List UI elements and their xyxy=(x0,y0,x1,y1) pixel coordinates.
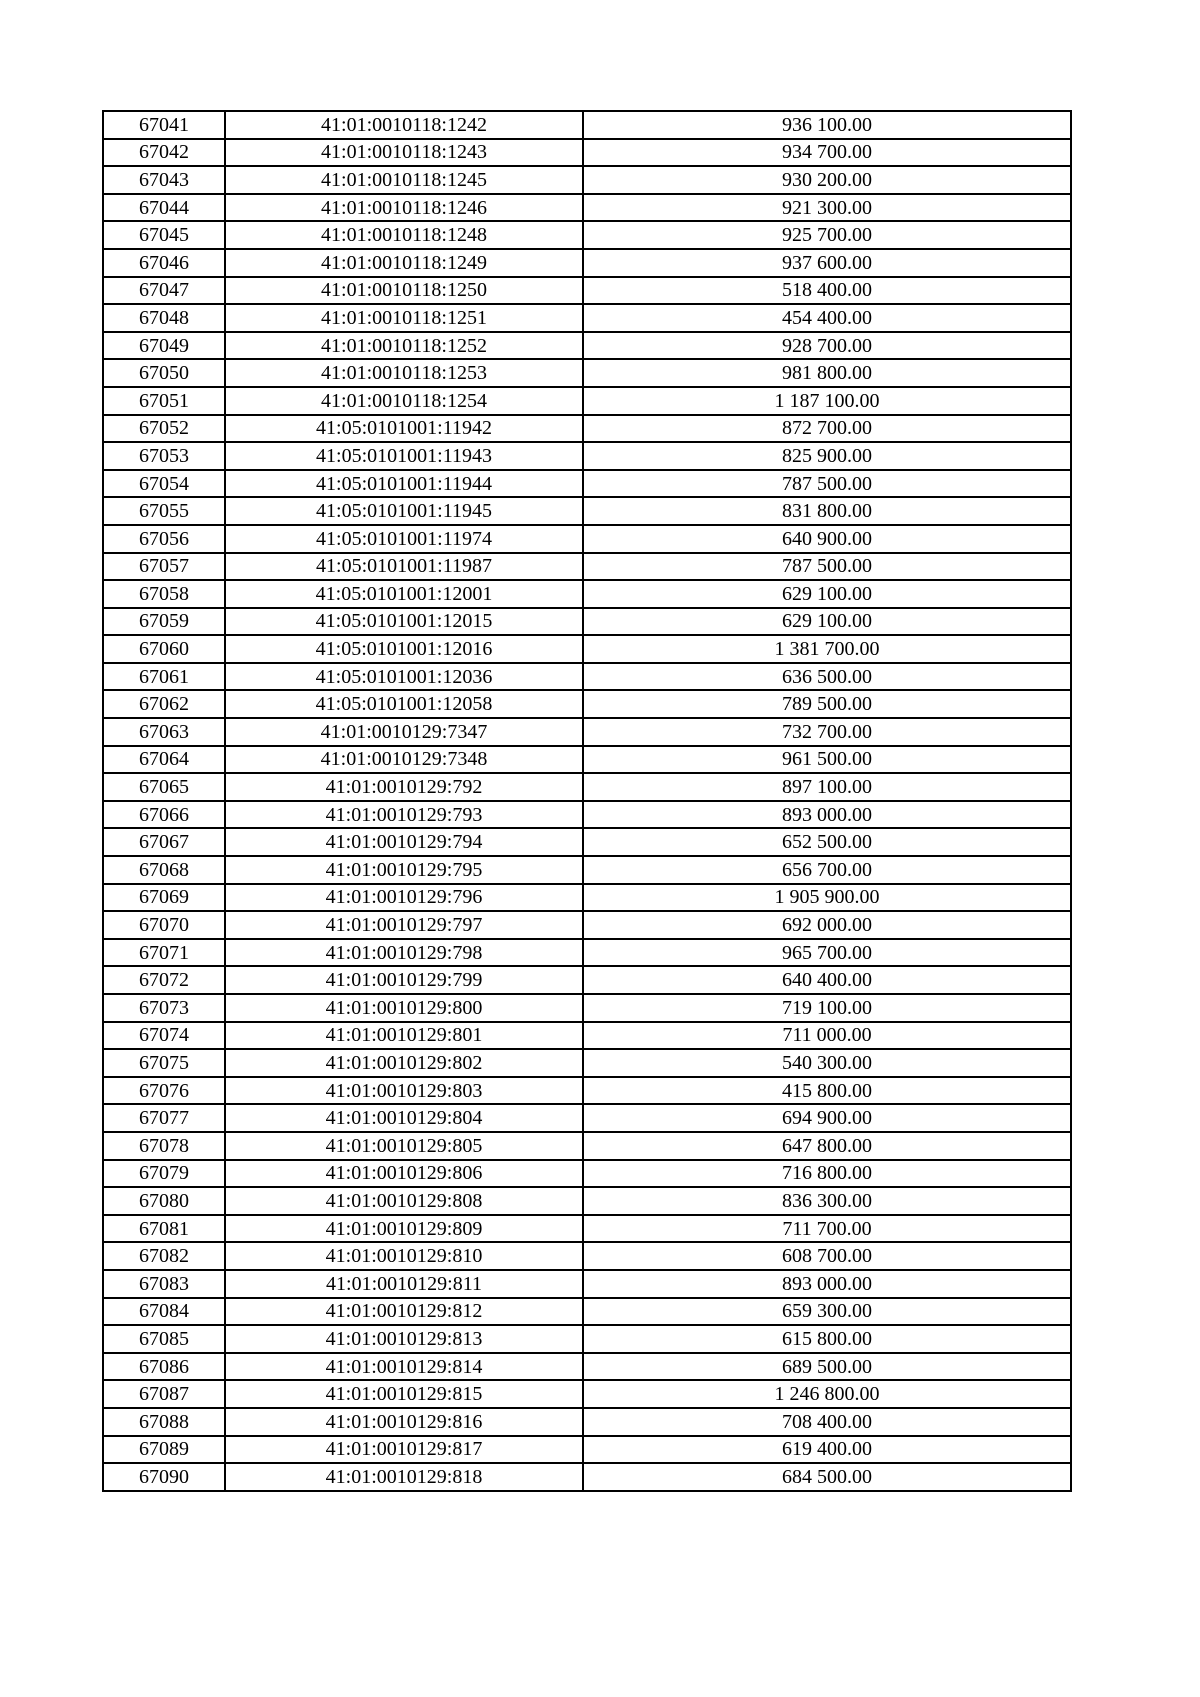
row-number-cell: 67072 xyxy=(103,966,225,994)
cadastral-number-cell: 41:01:0010118:1252 xyxy=(225,332,583,360)
table-row xyxy=(103,580,1071,608)
cadastral-value-cell: 636 500.00 xyxy=(583,663,1071,691)
table-row xyxy=(103,470,1071,498)
row-number-cell: 67054 xyxy=(103,470,225,498)
cadastral-value-cell: 1 381 700.00 xyxy=(583,635,1071,663)
row-number-cell: 67053 xyxy=(103,442,225,470)
row-number-cell: 67071 xyxy=(103,939,225,967)
row-number-cell: 67049 xyxy=(103,332,225,360)
cadastral-number-cell: 41:01:0010129:808 xyxy=(225,1187,583,1215)
row-number-cell: 67047 xyxy=(103,277,225,305)
cadastral-number-cell: 41:01:0010118:1245 xyxy=(225,166,583,194)
table-row xyxy=(103,1187,1071,1215)
row-number-cell: 67070 xyxy=(103,911,225,939)
cadastral-number-cell: 41:05:0101001:11944 xyxy=(225,470,583,498)
table-row xyxy=(103,994,1071,1022)
cadastral-number-cell: 41:01:0010129:811 xyxy=(225,1270,583,1298)
row-number-cell: 67043 xyxy=(103,166,225,194)
table-row xyxy=(103,249,1071,277)
cadastral-number-cell: 41:01:0010118:1249 xyxy=(225,249,583,277)
cadastral-number-cell: 41:01:0010129:817 xyxy=(225,1436,583,1464)
table-row xyxy=(103,884,1071,912)
table-row xyxy=(103,111,1071,139)
cadastral-value-cell: 656 700.00 xyxy=(583,856,1071,884)
cadastral-value-cell: 684 500.00 xyxy=(583,1463,1071,1491)
table-row xyxy=(103,1270,1071,1298)
row-number-cell: 67044 xyxy=(103,194,225,222)
cadastral-value-cell: 659 300.00 xyxy=(583,1298,1071,1326)
cadastral-number-cell: 41:01:0010129:818 xyxy=(225,1463,583,1491)
row-number-cell: 67082 xyxy=(103,1242,225,1270)
row-number-cell: 67063 xyxy=(103,718,225,746)
row-number-cell: 67079 xyxy=(103,1160,225,1188)
cadastral-value-cell: 928 700.00 xyxy=(583,332,1071,360)
cadastral-value-cell: 831 800.00 xyxy=(583,497,1071,525)
row-number-cell: 67088 xyxy=(103,1408,225,1436)
table-row xyxy=(103,553,1071,581)
cadastral-value-cell: 716 800.00 xyxy=(583,1160,1071,1188)
cadastral-value-cell: 936 100.00 xyxy=(583,111,1071,139)
cadastral-number-cell: 41:05:0101001:11987 xyxy=(225,553,583,581)
row-number-cell: 67076 xyxy=(103,1077,225,1105)
cadastral-number-cell: 41:01:0010118:1242 xyxy=(225,111,583,139)
row-number-cell: 67046 xyxy=(103,249,225,277)
row-number-cell: 67066 xyxy=(103,801,225,829)
table-row xyxy=(103,1325,1071,1353)
cadastral-number-cell: 41:01:0010129:800 xyxy=(225,994,583,1022)
cadastral-number-cell: 41:01:0010129:810 xyxy=(225,1242,583,1270)
table-row xyxy=(103,911,1071,939)
cadastral-number-cell: 41:01:0010129:7348 xyxy=(225,746,583,774)
cadastral-value-cell: 694 900.00 xyxy=(583,1104,1071,1132)
cadastral-value-cell: 1 187 100.00 xyxy=(583,387,1071,415)
row-number-cell: 67061 xyxy=(103,663,225,691)
table-row xyxy=(103,801,1071,829)
cadastral-value-cell: 652 500.00 xyxy=(583,828,1071,856)
table-row xyxy=(103,1380,1071,1408)
cadastral-number-cell: 41:01:0010129:794 xyxy=(225,828,583,856)
row-number-cell: 67085 xyxy=(103,1325,225,1353)
table-row xyxy=(103,139,1071,167)
cadastral-value-cell: 1 246 800.00 xyxy=(583,1380,1071,1408)
cadastral-value-cell: 608 700.00 xyxy=(583,1242,1071,1270)
cadastral-value-cell: 893 000.00 xyxy=(583,801,1071,829)
cadastral-number-cell: 41:01:0010129:803 xyxy=(225,1077,583,1105)
table-row xyxy=(103,497,1071,525)
cadastral-number-cell: 41:01:0010129:814 xyxy=(225,1353,583,1381)
cadastral-value-cell: 934 700.00 xyxy=(583,139,1071,167)
table-row xyxy=(103,1408,1071,1436)
cadastral-number-cell: 41:05:0101001:11974 xyxy=(225,525,583,553)
table-row xyxy=(103,1463,1071,1491)
cadastral-value-cell: 640 400.00 xyxy=(583,966,1071,994)
row-number-cell: 67051 xyxy=(103,387,225,415)
row-number-cell: 67056 xyxy=(103,525,225,553)
table-row xyxy=(103,690,1071,718)
row-number-cell: 67062 xyxy=(103,690,225,718)
cadastral-number-cell: 41:01:0010129:806 xyxy=(225,1160,583,1188)
row-number-cell: 67057 xyxy=(103,553,225,581)
cadastral-number-cell: 41:01:0010129:796 xyxy=(225,884,583,912)
cadastral-value-cell: 930 200.00 xyxy=(583,166,1071,194)
cadastral-value-cell: 719 100.00 xyxy=(583,994,1071,1022)
cadastral-value-cell: 921 300.00 xyxy=(583,194,1071,222)
cadastral-number-cell: 41:01:0010129:797 xyxy=(225,911,583,939)
cadastral-value-cell: 647 800.00 xyxy=(583,1132,1071,1160)
cadastral-number-cell: 41:01:0010118:1243 xyxy=(225,139,583,167)
cadastral-value-cell: 897 100.00 xyxy=(583,773,1071,801)
cadastral-value-table xyxy=(102,110,1072,1492)
row-number-cell: 67048 xyxy=(103,304,225,332)
cadastral-value-cell: 619 400.00 xyxy=(583,1436,1071,1464)
cadastral-number-cell: 41:05:0101001:12036 xyxy=(225,663,583,691)
row-number-cell: 67080 xyxy=(103,1187,225,1215)
table-row xyxy=(103,1132,1071,1160)
table-row xyxy=(103,1298,1071,1326)
row-number-cell: 67042 xyxy=(103,139,225,167)
cadastral-number-cell: 41:01:0010118:1253 xyxy=(225,359,583,387)
cadastral-value-cell: 708 400.00 xyxy=(583,1408,1071,1436)
cadastral-value-cell: 836 300.00 xyxy=(583,1187,1071,1215)
table-row xyxy=(103,663,1071,691)
table-row xyxy=(103,387,1071,415)
cadastral-number-cell: 41:01:0010129:816 xyxy=(225,1408,583,1436)
row-number-cell: 67081 xyxy=(103,1215,225,1243)
cadastral-number-cell: 41:05:0101001:11943 xyxy=(225,442,583,470)
table-row xyxy=(103,166,1071,194)
row-number-cell: 67086 xyxy=(103,1353,225,1381)
cadastral-number-cell: 41:05:0101001:12058 xyxy=(225,690,583,718)
cadastral-value-cell: 937 600.00 xyxy=(583,249,1071,277)
table-row xyxy=(103,1353,1071,1381)
table-row xyxy=(103,828,1071,856)
table-row xyxy=(103,608,1071,636)
cadastral-value-cell: 629 100.00 xyxy=(583,608,1071,636)
table-row xyxy=(103,525,1071,553)
table-row xyxy=(103,221,1071,249)
cadastral-value-cell: 981 800.00 xyxy=(583,359,1071,387)
cadastral-value-cell: 825 900.00 xyxy=(583,442,1071,470)
cadastral-number-cell: 41:05:0101001:12015 xyxy=(225,608,583,636)
cadastral-value-cell: 789 500.00 xyxy=(583,690,1071,718)
cadastral-number-cell: 41:01:0010118:1248 xyxy=(225,221,583,249)
cadastral-value-cell: 787 500.00 xyxy=(583,553,1071,581)
row-number-cell: 67068 xyxy=(103,856,225,884)
table-row xyxy=(103,359,1071,387)
cadastral-value-cell: 629 100.00 xyxy=(583,580,1071,608)
row-number-cell: 67065 xyxy=(103,773,225,801)
row-number-cell: 67074 xyxy=(103,1022,225,1050)
row-number-cell: 67069 xyxy=(103,884,225,912)
cadastral-number-cell: 41:01:0010129:798 xyxy=(225,939,583,967)
table-row xyxy=(103,1049,1071,1077)
table-row xyxy=(103,277,1071,305)
cadastral-number-cell: 41:01:0010118:1251 xyxy=(225,304,583,332)
table-body xyxy=(103,111,1071,1491)
table-row xyxy=(103,415,1071,443)
cadastral-number-cell: 41:05:0101001:11942 xyxy=(225,415,583,443)
row-number-cell: 67045 xyxy=(103,221,225,249)
table-row xyxy=(103,773,1071,801)
table-row xyxy=(103,304,1071,332)
row-number-cell: 67087 xyxy=(103,1380,225,1408)
cadastral-number-cell: 41:01:0010129:805 xyxy=(225,1132,583,1160)
cadastral-number-cell: 41:01:0010118:1246 xyxy=(225,194,583,222)
row-number-cell: 67090 xyxy=(103,1463,225,1491)
row-number-cell: 67083 xyxy=(103,1270,225,1298)
cadastral-value-cell: 692 000.00 xyxy=(583,911,1071,939)
row-number-cell: 67055 xyxy=(103,497,225,525)
cadastral-value-cell: 893 000.00 xyxy=(583,1270,1071,1298)
row-number-cell: 67073 xyxy=(103,994,225,1022)
row-number-cell: 67059 xyxy=(103,608,225,636)
row-number-cell: 67075 xyxy=(103,1049,225,1077)
cadastral-number-cell: 41:05:0101001:11945 xyxy=(225,497,583,525)
cadastral-number-cell: 41:01:0010129:802 xyxy=(225,1049,583,1077)
cadastral-number-cell: 41:01:0010129:804 xyxy=(225,1104,583,1132)
cadastral-value-cell: 787 500.00 xyxy=(583,470,1071,498)
cadastral-number-cell: 41:01:0010129:792 xyxy=(225,773,583,801)
cadastral-value-cell: 640 900.00 xyxy=(583,525,1071,553)
cadastral-value-cell: 540 300.00 xyxy=(583,1049,1071,1077)
row-number-cell: 67058 xyxy=(103,580,225,608)
row-number-cell: 67060 xyxy=(103,635,225,663)
table-row xyxy=(103,1436,1071,1464)
table-row xyxy=(103,1242,1071,1270)
table-row xyxy=(103,442,1071,470)
cadastral-number-cell: 41:01:0010129:812 xyxy=(225,1298,583,1326)
cadastral-number-cell: 41:01:0010118:1250 xyxy=(225,277,583,305)
table-row xyxy=(103,746,1071,774)
cadastral-number-cell: 41:01:0010129:793 xyxy=(225,801,583,829)
cadastral-number-cell: 41:01:0010129:813 xyxy=(225,1325,583,1353)
table-row xyxy=(103,1077,1071,1105)
cadastral-value-cell: 415 800.00 xyxy=(583,1077,1071,1105)
row-number-cell: 67078 xyxy=(103,1132,225,1160)
row-number-cell: 67084 xyxy=(103,1298,225,1326)
table-row xyxy=(103,194,1071,222)
row-number-cell: 67064 xyxy=(103,746,225,774)
table-row xyxy=(103,1104,1071,1132)
cadastral-number-cell: 41:05:0101001:12001 xyxy=(225,580,583,608)
cadastral-value-cell: 615 800.00 xyxy=(583,1325,1071,1353)
table-row xyxy=(103,332,1071,360)
cadastral-number-cell: 41:01:0010129:799 xyxy=(225,966,583,994)
table-row xyxy=(103,939,1071,967)
table-row xyxy=(103,966,1071,994)
cadastral-number-cell: 41:01:0010129:801 xyxy=(225,1022,583,1050)
table-row xyxy=(103,718,1071,746)
cadastral-value-cell: 965 700.00 xyxy=(583,939,1071,967)
table-row xyxy=(103,1022,1071,1050)
cadastral-value-cell: 732 700.00 xyxy=(583,718,1071,746)
cadastral-value-cell: 711 700.00 xyxy=(583,1215,1071,1243)
row-number-cell: 67050 xyxy=(103,359,225,387)
cadastral-number-cell: 41:01:0010129:809 xyxy=(225,1215,583,1243)
cadastral-number-cell: 41:01:0010129:815 xyxy=(225,1380,583,1408)
cadastral-value-cell: 1 905 900.00 xyxy=(583,884,1071,912)
cadastral-value-cell: 961 500.00 xyxy=(583,746,1071,774)
cadastral-number-cell: 41:01:0010129:795 xyxy=(225,856,583,884)
table-row xyxy=(103,635,1071,663)
cadastral-value-cell: 518 400.00 xyxy=(583,277,1071,305)
row-number-cell: 67089 xyxy=(103,1436,225,1464)
cadastral-number-cell: 41:05:0101001:12016 xyxy=(225,635,583,663)
cadastral-value-cell: 689 500.00 xyxy=(583,1353,1071,1381)
row-number-cell: 67052 xyxy=(103,415,225,443)
row-number-cell: 67077 xyxy=(103,1104,225,1132)
cadastral-number-cell: 41:01:0010118:1254 xyxy=(225,387,583,415)
table-row xyxy=(103,1215,1071,1243)
table-row xyxy=(103,1160,1071,1188)
cadastral-value-cell: 454 400.00 xyxy=(583,304,1071,332)
cadastral-value-cell: 711 000.00 xyxy=(583,1022,1071,1050)
row-number-cell: 67067 xyxy=(103,828,225,856)
table-row xyxy=(103,856,1071,884)
cadastral-value-cell: 925 700.00 xyxy=(583,221,1071,249)
cadastral-value-cell: 872 700.00 xyxy=(583,415,1071,443)
row-number-cell: 67041 xyxy=(103,111,225,139)
cadastral-number-cell: 41:01:0010129:7347 xyxy=(225,718,583,746)
